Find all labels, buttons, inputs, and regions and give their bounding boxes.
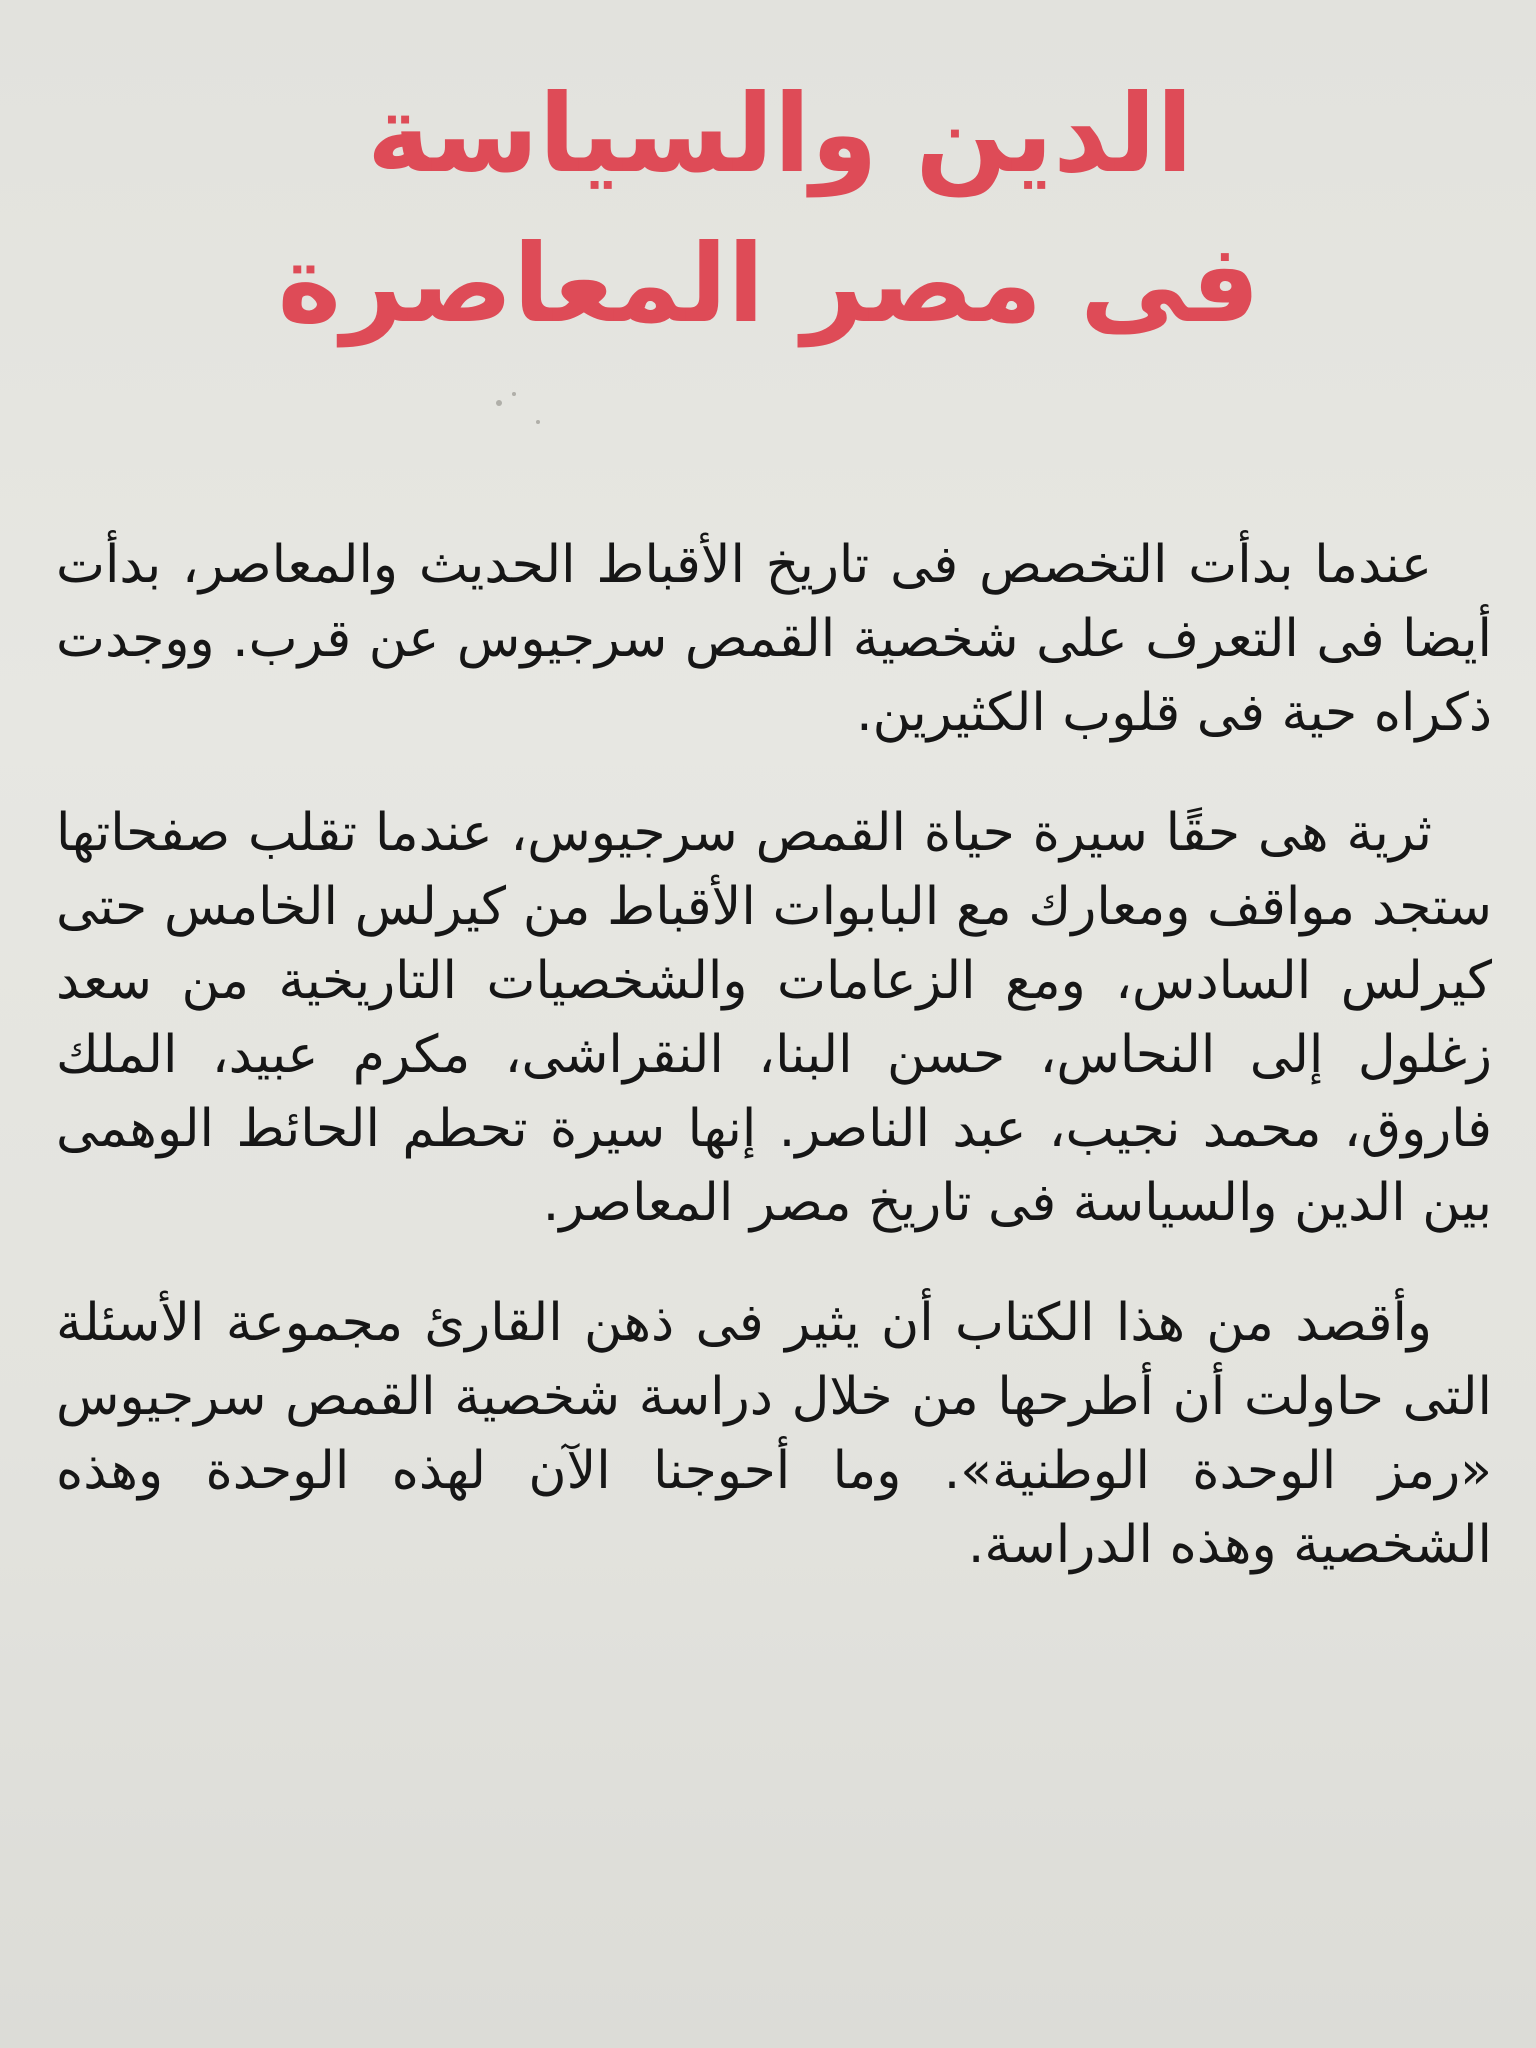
paragraph-2: ثرية هى حقًا سيرة حياة القمص سرجيوس، عندما تقلب صفحاتها ستجد مواقف ومعارك مع البابوات الأقباط من كيرلس الخامس حتى كيرلس السادس، ومع الزعامات والشخصيات التاريخية من سعد زغلول إلى النحاس، حسن البنا، النقراشى، مكرم عبيد، الملك فاروق، محمد نجيب، عبد الناصر. إنها سيرة تحطم الحائط الوهمى بين الدين والسياسة فى تاريخ مصر المعاصر. <box>56 803 1492 1233</box>
paper-speck <box>496 400 502 406</box>
blurb-text <box>56 528 1492 1628</box>
paper-speck <box>536 420 540 424</box>
book-title <box>277 60 1260 360</box>
paper-speck <box>512 392 516 396</box>
title-line-1: الدين والسياسة <box>366 72 1194 197</box>
paragraph-3: وأقصد من هذا الكتاب أن يثير فى ذهن القارئ مجموعة الأسئلة التى حاولت أن أطرحها من خلال دراسة شخصية القمص سرجيوس «رمز الوحدة الوطنية». وما أحوجنا الآن لهذه الوحدة وهذه الشخصية وهذه الدراسة. <box>56 1293 1492 1575</box>
paragraph-1: عندما بدأت التخصص فى تاريخ الأقباط الحديث والمعاصر، بدأت أيضا فى التعرف على شخصية القمص سرجيوس عن قرب. ووجدت ذكراه حية فى قلوب الكثيرين. <box>56 535 1492 743</box>
title-line-2: فى مصر المعاصرة <box>277 222 1260 347</box>
